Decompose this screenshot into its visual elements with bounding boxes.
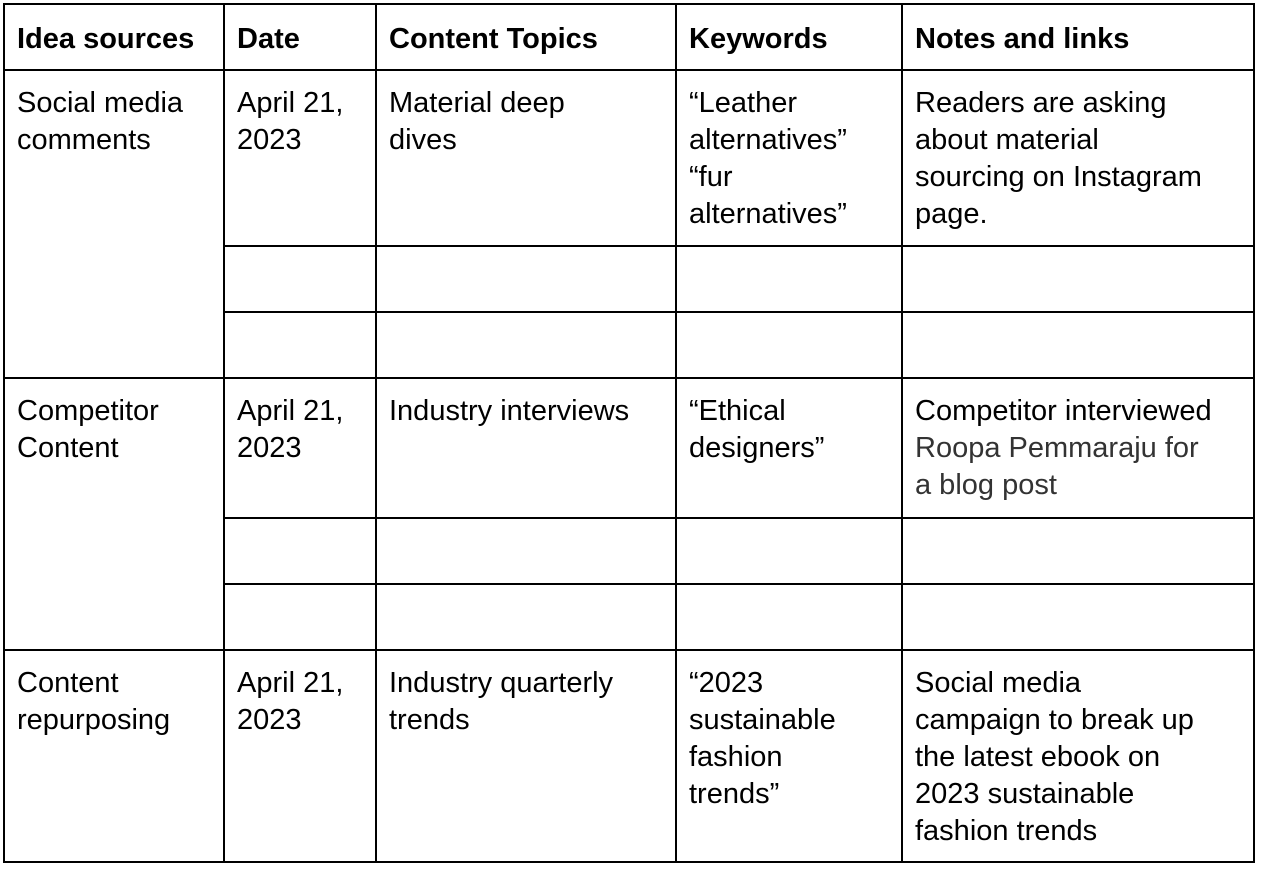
idea-source-cell: Competitor Content bbox=[4, 378, 224, 650]
content-ideas-table bbox=[3, 3, 1255, 863]
topic-cell: Material deep dives bbox=[376, 70, 676, 246]
header-content-topics: Content Topics bbox=[376, 4, 676, 70]
empty-cell[interactable] bbox=[902, 312, 1254, 378]
empty-cell[interactable] bbox=[902, 584, 1254, 650]
empty-cell[interactable] bbox=[376, 584, 676, 650]
notes-cell: Social media campaign to break up the latest ebook on 2023 sustainable fashion trends bbox=[902, 650, 1254, 862]
topic-cell: Industry interviews bbox=[376, 378, 676, 518]
notes-cell: Readers are asking about material sourcing on Instagram page. bbox=[902, 70, 1254, 246]
empty-cell[interactable] bbox=[224, 312, 376, 378]
empty-cell[interactable] bbox=[902, 246, 1254, 312]
date-cell: April 21, 2023 bbox=[224, 650, 376, 862]
empty-cell[interactable] bbox=[224, 518, 376, 584]
keywords-cell: “Ethical designers” bbox=[676, 378, 902, 518]
idea-source-cell: Content repurposing bbox=[4, 650, 224, 862]
empty-cell[interactable] bbox=[676, 584, 902, 650]
topic-cell: Industry quarterly trends bbox=[376, 650, 676, 862]
empty-cell[interactable] bbox=[224, 246, 376, 312]
date-cell: April 21, 2023 bbox=[224, 378, 376, 518]
empty-cell[interactable] bbox=[376, 246, 676, 312]
keywords-cell: “2023 sustainable fashion trends” bbox=[676, 650, 902, 862]
table-row bbox=[4, 378, 1254, 518]
keywords-cell: “Leather alternatives” “fur alternatives” bbox=[676, 70, 902, 246]
empty-cell[interactable] bbox=[224, 584, 376, 650]
empty-cell[interactable] bbox=[676, 518, 902, 584]
table-row bbox=[4, 70, 1254, 246]
header-idea-sources: Idea sources bbox=[4, 4, 224, 70]
empty-cell[interactable] bbox=[376, 518, 676, 584]
header-date: Date bbox=[224, 4, 376, 70]
header-notes-and-links: Notes and links bbox=[902, 4, 1254, 70]
table-row bbox=[4, 650, 1254, 862]
idea-source-cell: Social media comments bbox=[4, 70, 224, 378]
empty-cell[interactable] bbox=[376, 312, 676, 378]
content-ideas-table-container bbox=[3, 3, 1255, 863]
header-row bbox=[4, 4, 1254, 70]
notes-cell: Competitor interviewed Roopa Pemmaraju for a blog post bbox=[902, 378, 1254, 518]
date-cell: April 21, 2023 bbox=[224, 70, 376, 246]
empty-cell[interactable] bbox=[902, 518, 1254, 584]
blog-post-link[interactable]: a blog post bbox=[915, 469, 1057, 501]
empty-cell[interactable] bbox=[676, 246, 902, 312]
roopa-pemmaraju-link[interactable]: Roopa Pemmaraju for bbox=[915, 432, 1199, 464]
header-keywords: Keywords bbox=[676, 4, 902, 70]
empty-cell[interactable] bbox=[676, 312, 902, 378]
